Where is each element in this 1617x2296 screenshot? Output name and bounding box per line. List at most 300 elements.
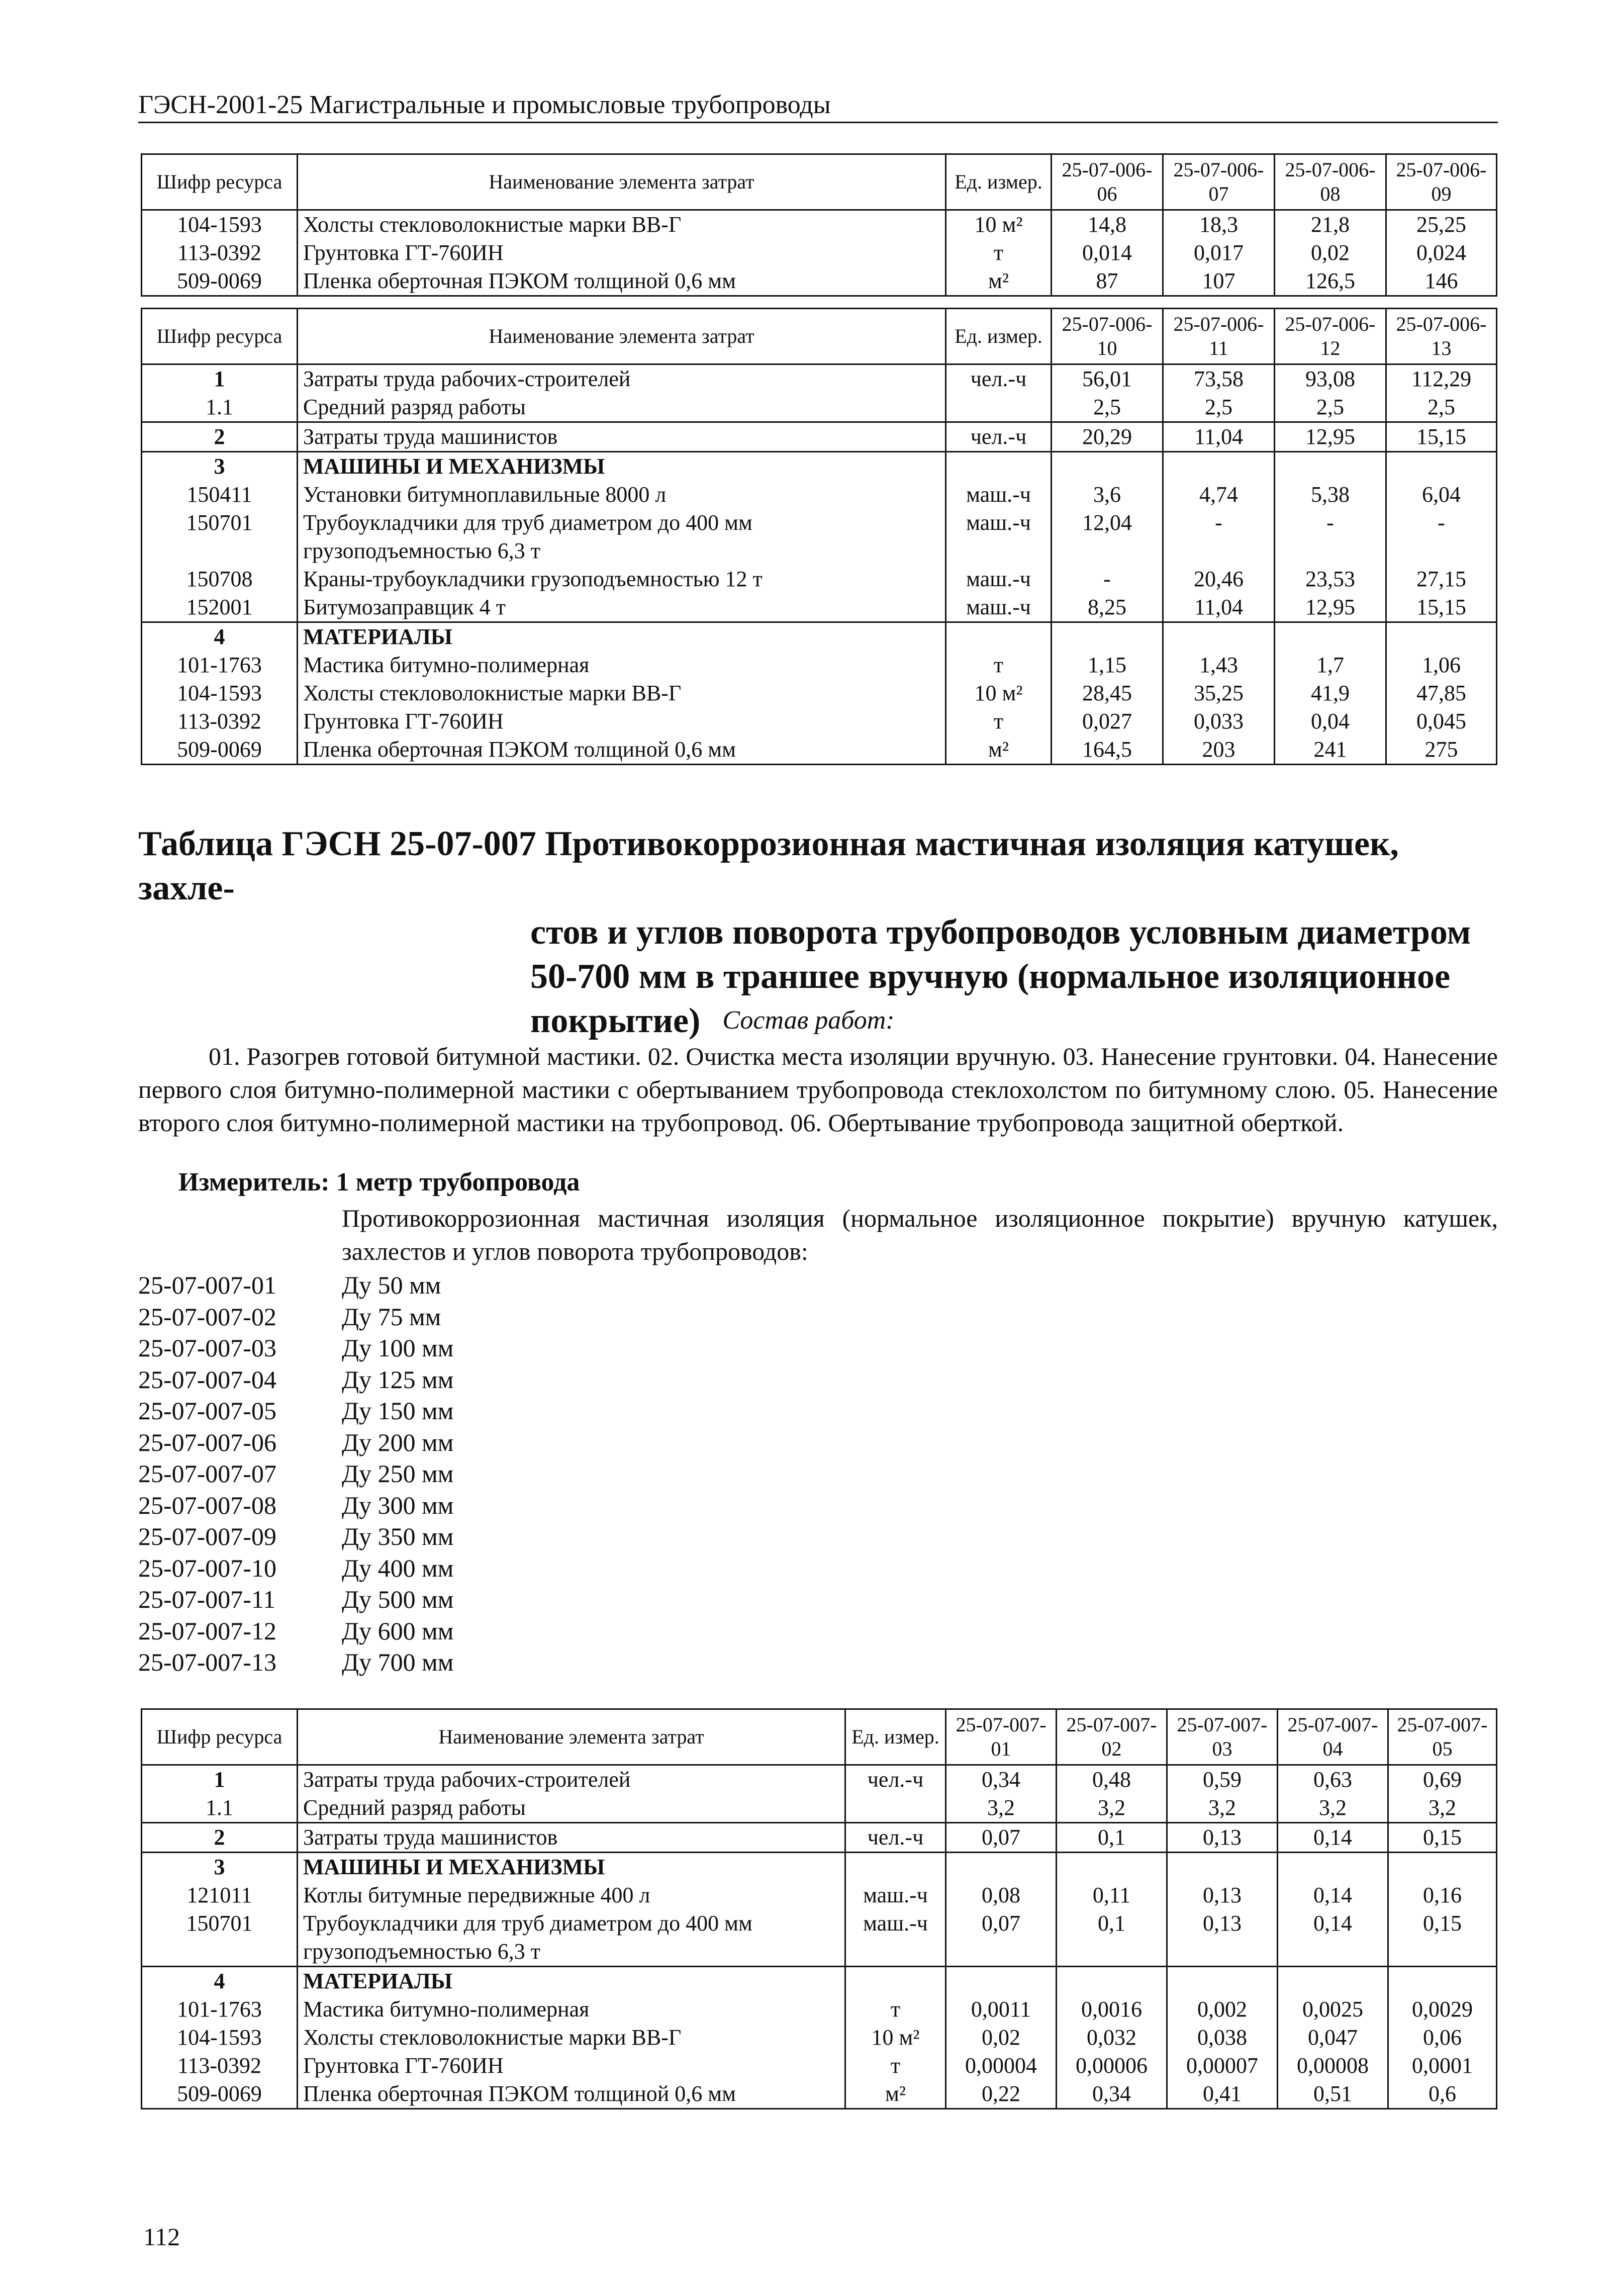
cost-element-cell: Холсты стекловолокнистые марки ВВ-Г: [298, 679, 946, 707]
value-cell: 25,25: [1386, 210, 1497, 239]
nominal-diameter: Ду 350 мм: [342, 1522, 454, 1550]
value-cell: 11,04: [1163, 422, 1275, 452]
norm-code-list: [138, 1269, 453, 1678]
value-cell: 0,0001: [1388, 2052, 1497, 2080]
value-cell: 0,07: [946, 1909, 1057, 1967]
resource-code-cell: 104-1593: [142, 679, 298, 707]
value-cell: 0,032: [1057, 2024, 1167, 2052]
value-cell: [1388, 1853, 1497, 1882]
unit-cell: маш.-ч: [946, 593, 1052, 622]
cost-element-cell: Грунтовка ГТ-760ИН: [298, 707, 946, 736]
norm-code: 25-07-007-11: [138, 1585, 276, 1613]
value-cell: 3,2: [1278, 1794, 1388, 1823]
cost-element-cell: Затраты труда рабочих-строителей: [298, 1765, 845, 1794]
table-row: [142, 1823, 1497, 1853]
table-row: [142, 393, 1497, 422]
value-cell: 0,014: [1052, 239, 1163, 267]
column-header: 25-07-006-06: [1052, 154, 1163, 210]
value-cell: 164,5: [1052, 736, 1163, 765]
norm-code: 25-07-007-07: [138, 1459, 276, 1488]
list-item: [138, 1395, 453, 1427]
value-cell: 1,15: [1052, 651, 1163, 679]
table-row: [142, 1909, 1497, 1967]
value-cell: 0,13: [1167, 1823, 1278, 1853]
column-header: 25-07-006-08: [1275, 154, 1386, 210]
value-cell: 0,34: [1057, 2080, 1167, 2109]
value-cell: 0,16: [1388, 1881, 1497, 1909]
resource-code-cell: 101-1763: [142, 651, 298, 679]
unit-cell: маш.-ч: [845, 1881, 946, 1909]
value-cell: 11,04: [1163, 593, 1275, 622]
cost-element-cell: Холсты стекловолокнистые марки ВВ-Г: [298, 210, 946, 239]
table-row: [142, 481, 1497, 509]
nominal-diameter: Ду 50 мм: [342, 1271, 441, 1299]
resource-code-cell: 121011: [142, 1881, 298, 1909]
value-cell: [1388, 1967, 1497, 1996]
value-cell: 0,017: [1163, 239, 1275, 267]
table-row: [142, 422, 1497, 452]
running-header: ГЭСН-2001-25 Магистральные и промысловые трубопроводы: [138, 89, 1498, 123]
cost-element-cell: Затраты труда машинистов: [298, 422, 946, 452]
resource-code-cell: 3: [142, 1853, 298, 1882]
table-row: [142, 509, 1497, 565]
value-cell: 0,63: [1278, 1765, 1388, 1794]
value-cell: 146: [1386, 267, 1497, 296]
cost-element-cell: МАТЕРИАЛЫ: [298, 1967, 845, 1996]
norm-code: 25-07-007-09: [138, 1522, 276, 1550]
value-cell: 107: [1163, 267, 1275, 296]
column-header: 25-07-007-02: [1057, 1709, 1167, 1765]
column-header: 25-07-006-13: [1386, 309, 1497, 364]
resource-code-cell: 1: [142, 1765, 298, 1794]
value-cell: 0,14: [1278, 1823, 1388, 1853]
unit-cell: чел.-ч: [845, 1765, 946, 1794]
value-cell: 0,0016: [1057, 1995, 1167, 2024]
column-header: 25-07-007-05: [1388, 1709, 1497, 1765]
value-cell: 0,14: [1278, 1881, 1388, 1909]
value-cell: 6,04: [1386, 481, 1497, 509]
value-cell: 126,5: [1275, 267, 1386, 296]
value-cell: [1386, 452, 1497, 481]
cost-element-cell: Пленка оберточная ПЭКОМ толщиной 0,6 мм: [298, 736, 946, 765]
unit-cell: [946, 393, 1052, 422]
table-row: [142, 593, 1497, 622]
resource-code-cell: 150701: [142, 509, 298, 565]
column-header: Ед. измер.: [946, 154, 1052, 210]
nominal-diameter: Ду 75 мм: [342, 1302, 441, 1331]
resource-code-cell: 152001: [142, 593, 298, 622]
resource-code-cell: 1: [142, 364, 298, 394]
cost-element-cell: Краны-трубоукладчики грузоподъемностью 12 т: [298, 565, 946, 593]
meter-value: 1 метр трубопровода: [336, 1168, 580, 1197]
cost-element-cell: Пленка оберточная ПЭКОМ толщиной 0,6 мм: [298, 267, 946, 296]
unit-cell: т: [845, 2052, 946, 2080]
value-cell: 87: [1052, 267, 1163, 296]
norm-code: 25-07-007-12: [138, 1616, 276, 1645]
resource-code-cell: 150411: [142, 481, 298, 509]
resource-table-006-06-09: [141, 153, 1497, 297]
value-cell: 20,29: [1052, 422, 1163, 452]
resource-table-006-10-13: [141, 308, 1497, 765]
table-row: [142, 452, 1497, 481]
value-cell: [1057, 1967, 1167, 1996]
value-cell: 3,2: [1057, 1794, 1167, 1823]
column-header: Наименование элемента затрат: [298, 154, 946, 210]
resource-code-cell: 2: [142, 422, 298, 452]
table-row: [142, 364, 1497, 394]
cost-element-cell: Холсты стекловолокнистые марки ВВ-Г: [298, 2024, 845, 2052]
cost-element-cell: Мастика битумно-полимерная: [298, 651, 946, 679]
value-cell: 1,06: [1386, 651, 1497, 679]
value-cell: 0,04: [1275, 707, 1386, 736]
list-item: [138, 1427, 453, 1458]
list-item: [138, 1364, 453, 1396]
nominal-diameter: Ду 500 мм: [342, 1585, 454, 1613]
page-number: 112: [143, 2223, 180, 2251]
value-cell: 0,1: [1057, 1823, 1167, 1853]
value-cell: 0,13: [1167, 1881, 1278, 1909]
unit-cell: [946, 452, 1052, 481]
norm-description: Противокоррозионная мастичная изоляция (нормальное изоляционное покрытие) вручную катушек, захлестов и углов поворота трубопроводов:: [342, 1204, 1498, 1265]
value-cell: 0,11: [1057, 1881, 1167, 1909]
norm-code: 25-07-007-06: [138, 1428, 276, 1456]
composition-heading: Состав работ:: [722, 1006, 895, 1035]
list-item: [138, 1521, 453, 1552]
resource-code-cell: 113-0392: [142, 707, 298, 736]
nominal-diameter: Ду 600 мм: [342, 1616, 454, 1645]
unit-cell: т: [946, 651, 1052, 679]
value-cell: 0,00007: [1167, 2052, 1278, 2080]
value-cell: 0,59: [1167, 1765, 1278, 1794]
value-cell: 0,6: [1388, 2080, 1497, 2109]
section-title-rest: стов и углов поворота трубопроводов условным диаметром 50-700 мм в траншее вручную (нормальное изоляционное покрытие): [530, 913, 1471, 1040]
unit-cell: чел.-ч: [845, 1823, 946, 1853]
value-cell: -: [1386, 509, 1497, 565]
unit-cell: [845, 1967, 946, 1996]
unit-cell: чел.-ч: [946, 422, 1052, 452]
value-cell: 15,15: [1386, 593, 1497, 622]
value-cell: 0,0011: [946, 1995, 1057, 2024]
cost-element-cell: Пленка оберточная ПЭКОМ толщиной 0,6 мм: [298, 2080, 845, 2109]
cost-element-cell: Грунтовка ГТ-760ИН: [298, 2052, 845, 2080]
value-cell: [946, 1967, 1057, 1996]
unit-cell: маш.-ч: [946, 509, 1052, 565]
column-header: 25-07-006-07: [1163, 154, 1275, 210]
norm-code: 25-07-007-03: [138, 1334, 276, 1362]
value-cell: 275: [1386, 736, 1497, 765]
resource-code-cell: 113-0392: [142, 2052, 298, 2080]
value-cell: 3,2: [1388, 1794, 1497, 1823]
value-cell: [1052, 622, 1163, 652]
list-item: [138, 1615, 453, 1647]
table-row: [142, 707, 1497, 736]
resource-code-cell: 113-0392: [142, 239, 298, 267]
resource-code-cell: 104-1593: [142, 210, 298, 239]
value-cell: -: [1163, 509, 1275, 565]
value-cell: 2,5: [1386, 393, 1497, 422]
value-cell: [1278, 1853, 1388, 1882]
norm-code: 25-07-007-08: [138, 1491, 276, 1519]
value-cell: [1163, 622, 1275, 652]
value-cell: 23,53: [1275, 565, 1386, 593]
unit-cell: [946, 622, 1052, 652]
unit-cell: т: [946, 239, 1052, 267]
resource-code-cell: 4: [142, 1967, 298, 1996]
value-cell: 0,15: [1388, 1909, 1497, 1967]
value-cell: 3,2: [946, 1794, 1057, 1823]
value-cell: 0,15: [1388, 1823, 1497, 1853]
nominal-diameter: Ду 400 мм: [342, 1553, 454, 1582]
meter: [178, 1167, 580, 1197]
resource-code-cell: 101-1763: [142, 1995, 298, 2024]
value-cell: [1167, 1967, 1278, 1996]
unit-cell: чел.-ч: [946, 364, 1052, 394]
resource-code-cell: 509-0069: [142, 267, 298, 296]
meter-label: Измеритель:: [178, 1168, 330, 1197]
value-cell: 0,14: [1278, 1909, 1388, 1967]
value-cell: 0,00008: [1278, 2052, 1388, 2080]
value-cell: 0,038: [1167, 2024, 1278, 2052]
table-row: [142, 651, 1497, 679]
cost-element-cell: МАШИНЫ И МЕХАНИЗМЫ: [298, 452, 946, 481]
value-cell: 0,047: [1278, 2024, 1388, 2052]
cost-element-cell: Установки битумноплавильные 8000 л: [298, 481, 946, 509]
unit-cell: м²: [845, 2080, 946, 2109]
unit-cell: 10 м²: [845, 2024, 946, 2052]
table-row: [142, 1794, 1497, 1823]
cost-element-cell: Мастика битумно-полимерная: [298, 1995, 845, 2024]
value-cell: 3,2: [1167, 1794, 1278, 1823]
resource-code-cell: 1.1: [142, 393, 298, 422]
value-cell: 0,06: [1388, 2024, 1497, 2052]
value-cell: 1,43: [1163, 651, 1275, 679]
cost-element-cell: Средний разряд работы: [298, 1794, 845, 1823]
value-cell: 0,00006: [1057, 2052, 1167, 2080]
table-header-row: [142, 309, 1497, 364]
table-row: [142, 1853, 1497, 1882]
value-cell: [1386, 622, 1497, 652]
list-item: [138, 1332, 453, 1364]
table-row: [142, 622, 1497, 652]
table-row: [142, 2024, 1497, 2052]
norm-code: 25-07-007-05: [138, 1397, 276, 1425]
value-cell: 93,08: [1275, 364, 1386, 394]
unit-cell: 10 м²: [946, 210, 1052, 239]
value-cell: 0,033: [1163, 707, 1275, 736]
unit-cell: т: [845, 1995, 946, 2024]
value-cell: 0,48: [1057, 1765, 1167, 1794]
value-cell: [1163, 452, 1275, 481]
value-cell: 73,58: [1163, 364, 1275, 394]
table-row: [142, 565, 1497, 593]
column-header: Шифр ресурса: [142, 1709, 298, 1765]
value-cell: 0,22: [946, 2080, 1057, 2109]
value-cell: 0,027: [1052, 707, 1163, 736]
nominal-diameter: Ду 250 мм: [342, 1459, 454, 1488]
value-cell: [1052, 452, 1163, 481]
unit-cell: маш.-ч: [946, 565, 1052, 593]
nominal-diameter: Ду 700 мм: [342, 1648, 454, 1676]
list-item: [138, 1584, 453, 1615]
value-cell: 0,08: [946, 1881, 1057, 1909]
table-row: [142, 679, 1497, 707]
value-cell: 0,0025: [1278, 1995, 1388, 2024]
table-row: [142, 267, 1497, 296]
value-cell: 0,07: [946, 1823, 1057, 1853]
table-row: [142, 1765, 1497, 1794]
value-cell: [1167, 1853, 1278, 1882]
value-cell: 0,00004: [946, 2052, 1057, 2080]
value-cell: 28,45: [1052, 679, 1163, 707]
norm-code: 25-07-007-10: [138, 1553, 276, 1582]
table-row: [142, 1967, 1497, 1996]
column-header: 25-07-006-10: [1052, 309, 1163, 364]
value-cell: [1278, 1967, 1388, 1996]
list-item: [138, 1552, 453, 1584]
resource-code-cell: 150701: [142, 1909, 298, 1967]
value-cell: 47,85: [1386, 679, 1497, 707]
value-cell: 4,74: [1163, 481, 1275, 509]
value-cell: 35,25: [1163, 679, 1275, 707]
nominal-diameter: Ду 100 мм: [342, 1334, 454, 1362]
cost-element-cell: МАТЕРИАЛЫ: [298, 622, 946, 652]
column-header: Наименование элемента затрат: [298, 309, 946, 364]
cost-element-cell: Затраты труда машинистов: [298, 1823, 845, 1853]
value-cell: 2,5: [1275, 393, 1386, 422]
list-item: [138, 1301, 453, 1333]
value-cell: 27,15: [1386, 565, 1497, 593]
resource-code-cell: 1.1: [142, 1794, 298, 1823]
nominal-diameter: Ду 150 мм: [342, 1397, 454, 1425]
value-cell: 8,25: [1052, 593, 1163, 622]
column-header: 25-07-007-01: [946, 1709, 1057, 1765]
column-header: Ед. измер.: [946, 309, 1052, 364]
list-item: [138, 1490, 453, 1521]
unit-cell: 10 м²: [946, 679, 1052, 707]
nominal-diameter: Ду 200 мм: [342, 1428, 454, 1456]
value-cell: [946, 1853, 1057, 1882]
column-header: Наименование элемента затрат: [298, 1709, 845, 1765]
composition-text: 01. Разогрев готовой битумной мастики. 02. Очистка места изоляции вручную. 03. Нанесение грунтовки. 04. Нанесение первого слоя битумно-полимерной мастики с обертыванием трубопровода стеклохолстом по битумному слою. 05. Нанесение второго слоя битумно-полимерной мастики на трубопровод. 06. Обертывание трубопровода защитной оберткой.: [138, 1042, 1498, 1137]
resource-code-cell: 2: [142, 1823, 298, 1853]
unit-cell: м²: [946, 267, 1052, 296]
column-header: Шифр ресурса: [142, 309, 298, 364]
value-cell: 0,0029: [1388, 1995, 1497, 2024]
unit-cell: [845, 1794, 946, 1823]
norm-code: 25-07-007-04: [138, 1365, 276, 1394]
value-cell: 15,15: [1386, 422, 1497, 452]
unit-cell: т: [946, 707, 1052, 736]
value-cell: 0,34: [946, 1765, 1057, 1794]
unit-cell: [845, 1853, 946, 1882]
value-cell: 20,46: [1163, 565, 1275, 593]
column-header: 25-07-006-09: [1386, 154, 1497, 210]
section-title-lead: Таблица ГЭСН 25-07-007 Противокоррозионная мастичная изоляция катушек, захле-: [138, 824, 1399, 907]
cost-element-cell: Средний разряд работы: [298, 393, 946, 422]
value-cell: 3,6: [1052, 481, 1163, 509]
value-cell: -: [1052, 565, 1163, 593]
table-row: [142, 239, 1497, 267]
value-cell: [1275, 452, 1386, 481]
norm-code: 25-07-007-02: [138, 1302, 276, 1331]
norm-code: 25-07-007-01: [138, 1271, 276, 1299]
table-row: [142, 210, 1497, 239]
column-header: Ед. измер.: [845, 1709, 946, 1765]
resource-code-cell: 509-0069: [142, 2080, 298, 2109]
resource-code-cell: 104-1593: [142, 2024, 298, 2052]
value-cell: 12,95: [1275, 593, 1386, 622]
value-cell: 0,045: [1386, 707, 1497, 736]
resource-code-cell: 3: [142, 452, 298, 481]
resource-code-cell: 150708: [142, 565, 298, 593]
unit-cell: маш.-ч: [845, 1909, 946, 1967]
value-cell: 0,51: [1278, 2080, 1388, 2109]
unit-cell: маш.-ч: [946, 481, 1052, 509]
cost-element-cell: Трубоукладчики для труб диаметром до 400 мм грузоподъемностью 6,3 т: [298, 1909, 845, 1967]
column-header: Шифр ресурса: [142, 154, 298, 210]
cost-element-cell: Затраты труда рабочих-строителей: [298, 364, 946, 394]
value-cell: 1,7: [1275, 651, 1386, 679]
value-cell: 0,024: [1386, 239, 1497, 267]
unit-cell: м²: [946, 736, 1052, 765]
list-item: [138, 1458, 453, 1490]
value-cell: 5,38: [1275, 481, 1386, 509]
value-cell: [1057, 1853, 1167, 1882]
value-cell: 12,04: [1052, 509, 1163, 565]
value-cell: 14,8: [1052, 210, 1163, 239]
cost-element-cell: Трубоукладчики для труб диаметром до 400 мм грузоподъемностью 6,3 т: [298, 509, 946, 565]
cost-element-cell: Котлы битумные передвижные 400 л: [298, 1881, 845, 1909]
resource-code-cell: 4: [142, 622, 298, 652]
column-header: 25-07-006-11: [1163, 309, 1275, 364]
column-header: 25-07-006-12: [1275, 309, 1386, 364]
value-cell: 0,002: [1167, 1995, 1278, 2024]
table-row: [142, 2052, 1497, 2080]
value-cell: 12,95: [1275, 422, 1386, 452]
value-cell: 0,02: [1275, 239, 1386, 267]
value-cell: 0,41: [1167, 2080, 1278, 2109]
cost-element-cell: МАШИНЫ И МЕХАНИЗМЫ: [298, 1853, 845, 1882]
resource-code-cell: 509-0069: [142, 736, 298, 765]
value-cell: 241: [1275, 736, 1386, 765]
value-cell: 2,5: [1052, 393, 1163, 422]
list-item: [138, 1646, 453, 1678]
value-cell: 112,29: [1386, 364, 1497, 394]
value-cell: 0,13: [1167, 1909, 1278, 1967]
cost-element-cell: Грунтовка ГТ-760ИН: [298, 239, 946, 267]
table-row: [142, 1881, 1497, 1909]
value-cell: 41,9: [1275, 679, 1386, 707]
table-row: [142, 736, 1497, 765]
table-row: [142, 2080, 1497, 2109]
list-item: [138, 1269, 453, 1301]
cost-element-cell: Битумозаправщик 4 т: [298, 593, 946, 622]
value-cell: 0,1: [1057, 1909, 1167, 1967]
table-header-row: [142, 154, 1497, 210]
column-header: 25-07-007-03: [1167, 1709, 1278, 1765]
value-cell: 2,5: [1163, 393, 1275, 422]
value-cell: -: [1275, 509, 1386, 565]
nominal-diameter: Ду 300 мм: [342, 1491, 454, 1519]
norm-code: 25-07-007-13: [138, 1648, 276, 1676]
value-cell: 18,3: [1163, 210, 1275, 239]
value-cell: 56,01: [1052, 364, 1163, 394]
nominal-diameter: Ду 125 мм: [342, 1365, 454, 1394]
table-row: [142, 1995, 1497, 2024]
resource-table-007-01-05: [141, 1708, 1497, 2109]
value-cell: 0,69: [1388, 1765, 1497, 1794]
column-header: 25-07-007-04: [1278, 1709, 1388, 1765]
